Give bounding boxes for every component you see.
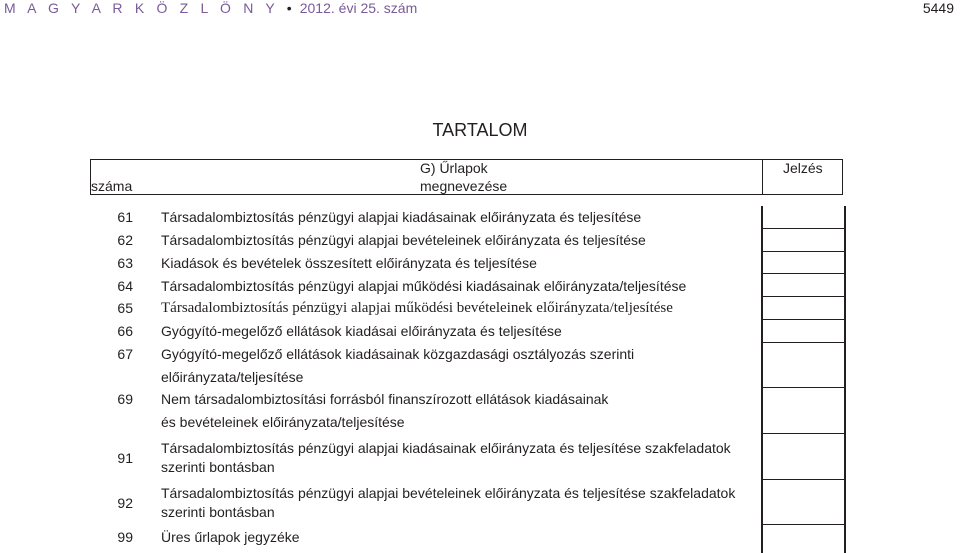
form-title: Üres űrlapok jegyzéke — [161, 529, 300, 545]
form-number: 61 — [117, 209, 133, 225]
form-number: 91 — [117, 450, 133, 466]
page-title: TARTALOM — [432, 120, 528, 140]
form-number: 62 — [117, 232, 133, 248]
mark-box-divider — [761, 251, 846, 252]
form-title: Kiadások és bevételek összesített előirányzata és teljesítése — [161, 255, 537, 271]
column-header-name-line2: megnevezése — [420, 178, 508, 194]
form-title-continuation: előirányzata/teljesítése — [161, 369, 304, 385]
mark-box-divider — [761, 228, 846, 229]
form-title: Társadalombiztosítás pénzügyi alapjai kiadásainak előirányzata és teljesítése — [161, 209, 642, 225]
form-title: Nem társadalombiztosítási forrásból finanszírozott ellátások kiadásainak — [161, 391, 609, 407]
form-number: 67 — [117, 346, 133, 362]
table-right-rule — [842, 159, 843, 195]
bullet-separator: • — [286, 0, 292, 16]
form-title-continuation: szerinti bontásban — [161, 459, 275, 475]
form-number: 66 — [117, 323, 133, 339]
form-number: 92 — [117, 495, 133, 511]
running-header-journal — [4, 0, 417, 16]
mark-box-divider — [761, 524, 846, 525]
table-header-bottom-rule — [90, 194, 843, 195]
mark-box-right-edge — [844, 206, 846, 553]
journal-name: M A G Y A R K Ö Z L Ö N Y — [4, 0, 279, 16]
mark-box-divider — [761, 342, 846, 343]
mark-box-divider — [761, 273, 846, 274]
column-header-number: száma — [91, 178, 133, 194]
form-title-continuation: szerinti bontásban — [161, 504, 275, 520]
form-title: Társadalombiztosítás pénzügyi alapjai bevételeinek előirányzata és teljesítése — [161, 232, 646, 248]
mark-box-left-edge — [761, 206, 763, 553]
table-mark-column-rule — [762, 159, 763, 195]
issue-date: 2012. évi 25. szám — [299, 0, 418, 16]
form-number: 63 — [117, 255, 133, 271]
mark-box-divider — [761, 433, 846, 434]
form-title: Társadalombiztosítás pénzügyi alapjai kiadásainak előirányzata és teljesítése szakfeladatok — [161, 440, 731, 456]
form-title: Társadalombiztosítás pénzügyi alapjai működési kiadásainak előirányzata/teljesítése — [161, 278, 687, 294]
form-title-continuation: és bevételeinek előirányzata/teljesítése — [161, 414, 405, 430]
mark-box-divider — [761, 387, 846, 388]
mark-box-divider — [761, 479, 846, 480]
page-number: 5449 — [922, 0, 954, 16]
form-number: 65 — [117, 300, 133, 316]
form-title: Gyógyító-megelőző ellátások kiadásainak közgazdasági osztályozás szerinti — [161, 346, 635, 362]
form-title: Társadalombiztosítás pénzügyi alapjai működési bevételeinek előirányzata/teljesítése — [161, 300, 673, 316]
form-title: Gyógyító-megelőző ellátások kiadásai előirányzata és teljesítése — [161, 323, 562, 339]
form-number: 69 — [117, 391, 133, 407]
form-number: 99 — [117, 529, 133, 545]
mark-box-divider — [761, 319, 846, 320]
form-title: Társadalombiztosítás pénzügyi alapjai bevételeinek előirányzata és teljesítése szakfeladatok — [161, 485, 736, 501]
form-number: 64 — [117, 278, 133, 294]
column-header-mark: Jelzés — [783, 160, 823, 176]
mark-box-divider — [761, 296, 846, 297]
column-header-name-line1: G) Űrlapok — [420, 160, 488, 176]
mark-box-column — [761, 206, 846, 553]
